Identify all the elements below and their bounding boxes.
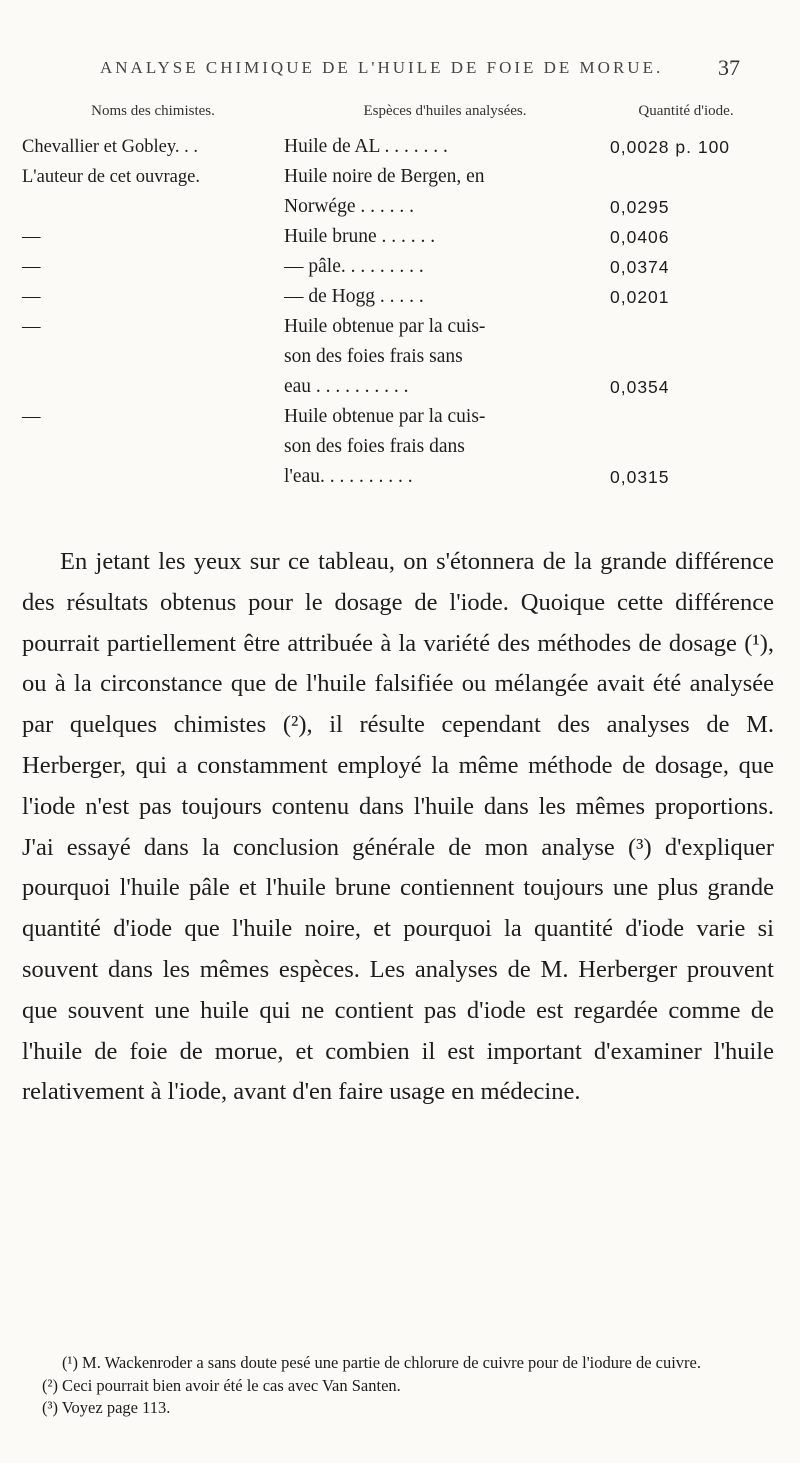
header-iodine: Quantité d'iode. bbox=[638, 102, 734, 119]
chemist-cell: — bbox=[22, 317, 41, 337]
table-row bbox=[22, 132, 766, 162]
running-head: ANALYSE CHIMIQUE DE L'HUILE DE FOIE DE MORUE. bbox=[100, 58, 664, 77]
table-row bbox=[22, 462, 766, 492]
iodine-cell bbox=[606, 432, 766, 462]
iodine-cell: 0,0374 bbox=[610, 257, 670, 277]
iodine-cell: 0,0295 bbox=[610, 197, 670, 217]
iodine-cell bbox=[606, 342, 766, 372]
iodine-cell bbox=[606, 312, 766, 342]
table-row bbox=[22, 402, 766, 432]
chemist-cell: — bbox=[22, 407, 41, 427]
header-oils: Espèces d'huiles analysées. bbox=[363, 102, 527, 119]
header-chemists: Noms des chimistes. bbox=[91, 102, 215, 119]
oil-cell: Huile de AL . . . . . . . bbox=[284, 136, 448, 157]
footnote-1: (¹) M. Wackenroder a sans doute pesé une partie de chlorure de cuivre pour de l'iodure de cuivre. bbox=[62, 1353, 701, 1372]
chemist-cell: L'auteur de cet ouvrage. bbox=[22, 167, 200, 187]
oil-cell: — de Hogg . . . . . bbox=[284, 286, 424, 307]
oil-cell: — pâle. . . . . . . . . bbox=[284, 256, 424, 277]
table-row bbox=[22, 342, 766, 372]
chemist-cell bbox=[22, 462, 284, 492]
oil-cell: Huile obtenue par la cuis- bbox=[284, 406, 486, 427]
iodine-cell bbox=[606, 402, 766, 432]
table-row bbox=[22, 222, 766, 252]
footnote-3: (³) Voyez page 113. bbox=[42, 1398, 171, 1417]
chemist-cell bbox=[22, 372, 284, 402]
oil-cell: eau . . . . . . . . . . bbox=[284, 376, 409, 397]
iodine-cell: 0,0406 bbox=[610, 227, 670, 247]
table-row bbox=[22, 432, 766, 462]
table-row bbox=[22, 282, 766, 312]
table-row bbox=[22, 312, 766, 342]
iodine-table bbox=[22, 90, 766, 492]
table-row bbox=[22, 192, 766, 222]
footnote-2: (²) Ceci pourrait bien avoir été le cas avec Van Santen. bbox=[42, 1375, 401, 1395]
oil-cell: Norwége . . . . . . bbox=[284, 196, 414, 217]
table-row bbox=[22, 372, 766, 402]
table-header-row bbox=[22, 90, 766, 132]
oil-cell: Huile noire de Bergen, en bbox=[284, 166, 485, 187]
chemist-cell: — bbox=[22, 257, 41, 277]
body-paragraph: En jetant les yeux sur ce tableau, on s'étonnera de la grande différence des résultats obtenus pour le dosage de l'iode. Quoique cette différence pourrait partiellement être attribuée à la variété des méthodes de dosage (¹), ou à la circonstance que de l'huile falsifiée ou mélangée avait été analysée par quelques chimistes (²), il résulte cependant des analyses de M. Herberger, qui a constamment employé la même méthode de dosage, que l'iode n'est pas toujours contenu dans l'huile dans les mêmes proportions. J'ai essayé dans la conclusion générale de mon analyse (³) d'expliquer pourquoi l'huile pâle et l'huile brune contiennent toujours une plus grande quantité d'iode que l'huile noire, et pourquoi la quantité d'iode varie si souvent dans les mêmes espèces. Les analyses de M. Herberger prouvent que souvent une huile qui ne contient pas d'iode est regardée comme de l'huile de foie de morue, et combien il est important d'examiner l'huile relativement à l'iode, avant d'en faire usage en médecine. bbox=[22, 548, 774, 1106]
chemist-cell bbox=[22, 432, 284, 462]
iodine-cell: 0,0201 bbox=[610, 287, 670, 307]
footnotes bbox=[22, 1352, 782, 1420]
iodine-cell: 0,0354 bbox=[610, 377, 670, 397]
chemist-cell bbox=[22, 192, 284, 222]
oil-cell: Huile obtenue par la cuis- bbox=[284, 316, 486, 337]
chemist-cell: Chevallier et Gobley. . . bbox=[22, 137, 199, 157]
iodine-cell: 0,0028 p. 100 bbox=[610, 137, 731, 157]
iodine-cell bbox=[606, 162, 766, 192]
page-number: 37 bbox=[718, 55, 740, 80]
oil-cell: l'eau. . . . . . . . . . bbox=[284, 466, 413, 487]
table-body bbox=[22, 132, 766, 492]
table-row bbox=[22, 162, 766, 192]
chemist-cell: — bbox=[22, 227, 41, 247]
oil-cell: son des foies frais dans bbox=[284, 436, 465, 457]
table-row bbox=[22, 252, 766, 282]
chemist-cell: — bbox=[22, 287, 41, 307]
chemist-cell bbox=[22, 342, 284, 372]
oil-cell: Huile brune . . . . . . bbox=[284, 226, 436, 247]
iodine-cell: 0,0315 bbox=[610, 467, 670, 487]
oil-cell: son des foies frais sans bbox=[284, 346, 463, 367]
